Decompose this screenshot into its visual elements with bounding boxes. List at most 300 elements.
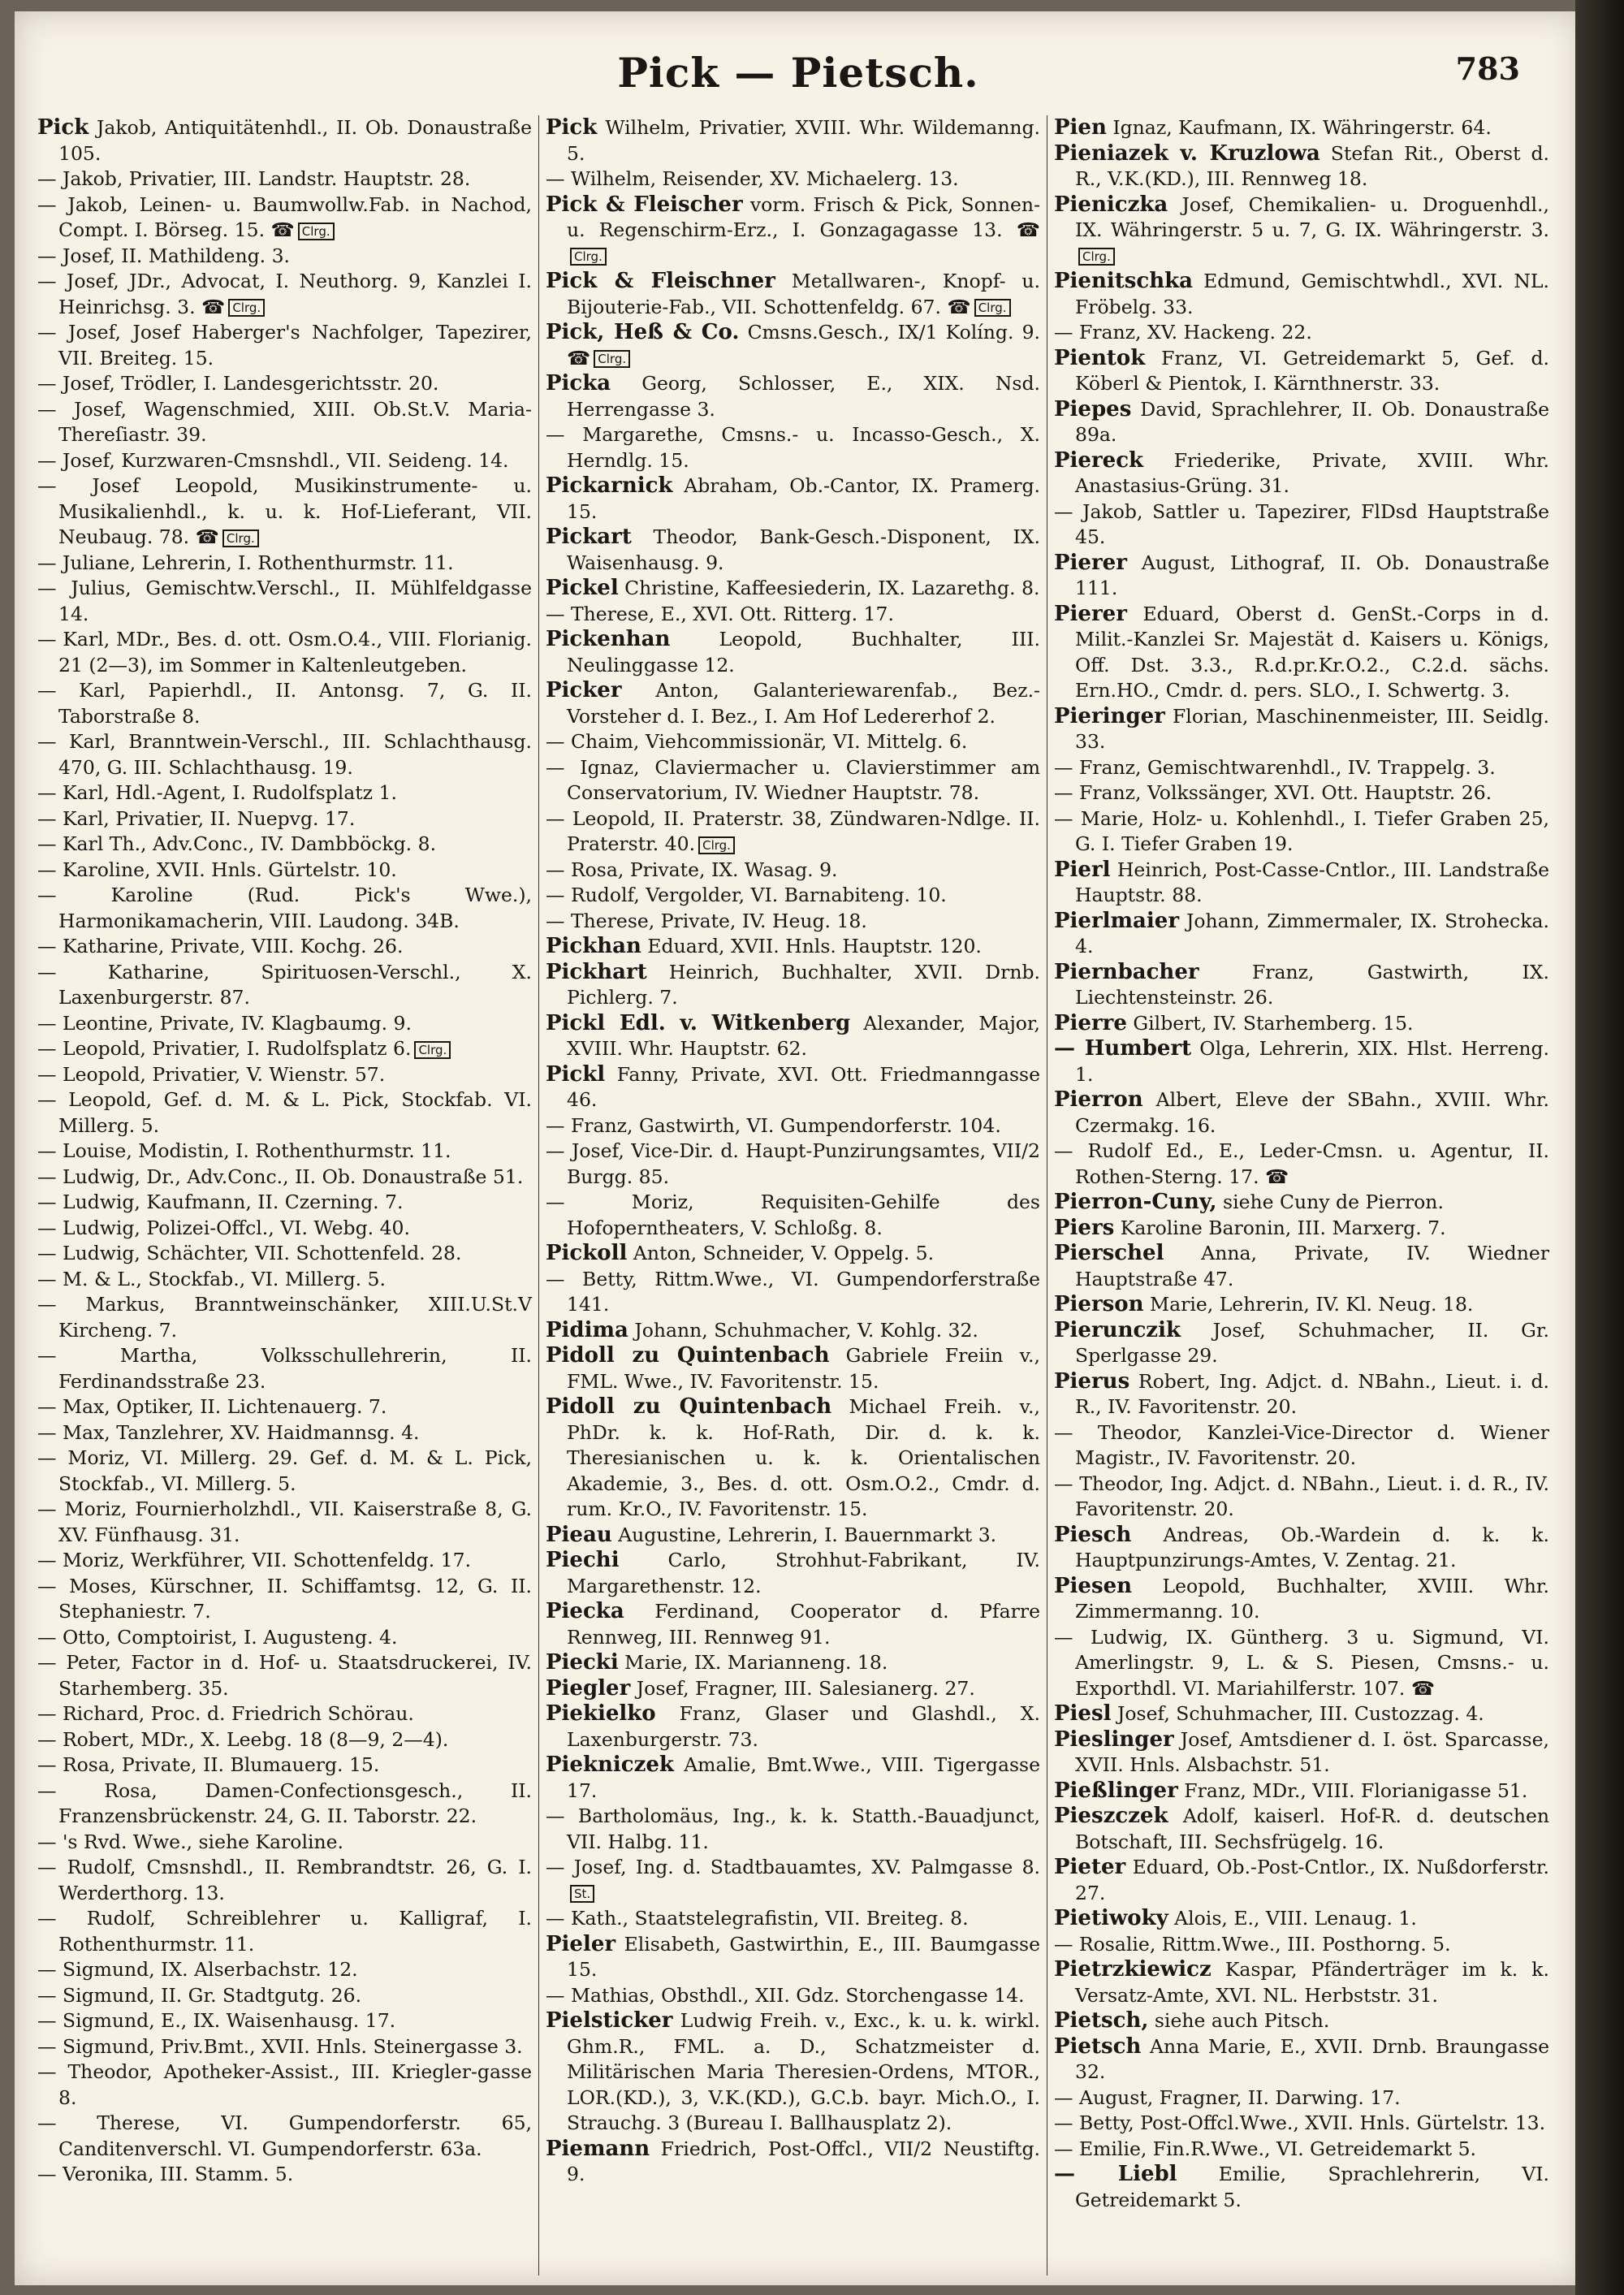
entry-surname: Piers <box>1054 1215 1115 1240</box>
entry-surname: Piechi <box>546 1548 620 1572</box>
entry-text: Heinrich, Buchhalter, XVII. Drnb. Pichlerg. 7. <box>567 960 1040 1009</box>
entry-surname: Pieter <box>1054 1855 1126 1879</box>
directory-entry <box>37 858 532 884</box>
column-left <box>37 115 539 2276</box>
directory-entry <box>546 934 1040 960</box>
entry-surname: — Humbert <box>1054 1036 1192 1061</box>
directory-entry <box>1054 960 1549 1011</box>
directory-entry <box>546 1548 1040 1599</box>
entry-surname: Pieniczka <box>1054 192 1168 217</box>
directory-entry <box>1054 1932 1549 1958</box>
entry-surname: Pidoll zu Quintenbach <box>546 1394 832 1419</box>
directory-entry <box>1054 1292 1549 1318</box>
entry-surname: Pick & Fleischner <box>546 269 775 293</box>
directory-entry <box>37 627 532 678</box>
entry-text: — Rosalie, Rittm.Wwe., III. Posthorng. 5. <box>1054 1932 1451 1956</box>
entry-text: — Leopold, Privatier, V. Wienstr. 57. <box>37 1062 386 1086</box>
entry-text: Josef, Chemikalien- u. Droguenhdl., IX. Währingerstr. 5 u. 7, G. IX. Währingerstr. 3. <box>1075 192 1549 241</box>
directory-entry <box>37 1241 532 1267</box>
entry-text: Eduard, XVII. Hnls. Hauptstr. 120. <box>641 935 982 957</box>
entry-text: Marie, Lehrerin, IV. Kl. Neug. 18. <box>1143 1293 1474 1316</box>
entry-surname: Pieslinger <box>1054 1727 1174 1752</box>
directory-entry <box>37 371 532 397</box>
entry-text: Metallwaren-, Knopf- u. Bijouterie-Fab., VII. Schottenfeldg. 67. ☎ <box>567 270 1040 318</box>
entry-surname: Piesl <box>1054 1701 1112 1726</box>
entry-text: — Karl, Privatier, II. Nuepvg. 17. <box>37 806 356 830</box>
entry-text: Theodor, Bank-Gesch.-Disponent, IX. Waisenhausg. 9. <box>567 525 1040 574</box>
entry-surname: Pick <box>37 115 89 140</box>
entry-text: — Rosa, Private, IX. Wasag. 9. <box>546 858 838 881</box>
entry-badge: Clrg. <box>974 299 1011 317</box>
directory-entry <box>37 166 532 192</box>
directory-entry <box>37 1343 532 1394</box>
entry-surname: Pieler <box>546 1931 616 1956</box>
entry-surname: Pieszczek <box>1054 1804 1168 1828</box>
entry-surname: Pickhart <box>546 959 647 984</box>
entry-text: Eduard, Ob.-Post-Cntlor., IX. Nußdorferstr. 27. <box>1075 1856 1549 1904</box>
directory-entry <box>546 115 1040 166</box>
entry-text: Edmund, Gemischtwhdl., XVI. NL. Fröbelg. 33. <box>1075 270 1549 318</box>
directory-entry <box>37 115 532 166</box>
entry-text: Adolf, kaiserl. Hof-R. d. deutschen Botschaft, III. Sechsfrügelg. 16. <box>1075 1804 1549 1853</box>
entry-text: — Leopold, II. Praterstr. 38, Zündwaren-Ndlge. II. Praterstr. 40. <box>546 806 1040 855</box>
entry-surname: Piecki <box>546 1650 619 1675</box>
directory-entry <box>546 1139 1040 1190</box>
directory-entry <box>1054 1625 1549 1702</box>
directory-entry <box>37 576 532 627</box>
entry-surname: Piecka <box>546 1599 624 1623</box>
entry-text: — Karoline (Rud. Pick's Wwe.), Harmonikamacherin, VIII. Laudong. 34B. <box>37 884 532 932</box>
entry-text: Friedrich, Post-Offcl., VII/2 Neustiftg. 9. <box>567 2137 1040 2185</box>
directory-entry <box>37 2059 532 2111</box>
entry-surname: Pidoll zu Quintenbach <box>546 1343 830 1368</box>
directory-entry <box>546 1394 1040 1523</box>
entry-text: — Richard, Proc. d. Friedrich Schörau. <box>37 1702 414 1725</box>
entry-text: — Franz, Gemischtwarenhdl., IV. Trappelg. 3. <box>1054 755 1496 779</box>
entry-text: — Ludwig, Polizei-Offcl., VI. Webg. 40. <box>37 1216 410 1239</box>
entry-text: Kaspar, Pfänderträger im k. k. Versatz-Amte, XVI. NL. Herbststr. 31. <box>1075 1958 1549 2007</box>
directory-entry <box>37 1727 532 1753</box>
entry-surname: Piereck <box>1054 447 1144 473</box>
page-edge <box>1575 0 1624 2295</box>
directory-entry <box>546 166 1040 192</box>
directory-entry <box>546 1523 1040 1549</box>
entry-text: — Josef, Vice-Dir. d. Haupt-Punzirungsamtes, VII/2 Burgg. 85. <box>546 1139 1040 1188</box>
entry-text: — Karl Th., Adv.Conc., IV. Dambböckg. 8. <box>37 832 437 855</box>
entry-badge: Clrg. <box>570 248 607 266</box>
entry-text: — Wilhelm, Reisender, XV. Michaelerg. 13. <box>546 167 959 190</box>
entry-text: Anna, Private, IV. Wiedner Hauptstraße 47. <box>1075 1242 1549 1290</box>
entry-text: — Theodor, Kanzlei-Vice-Director d. Wiener Magistr., IV. Favoritenstr. 20. <box>1054 1420 1549 1469</box>
entry-surname: Pießlinger <box>1054 1778 1178 1803</box>
entry-surname: Piesch <box>1054 1522 1132 1547</box>
directory-entry <box>1054 1216 1549 1242</box>
entry-text: — Josef Leopold, Musikinstrumente- u. Musikalienhdl., k. u. k. Hof-Lieferant, VII. Neubaug. 78. ☎ <box>37 474 532 548</box>
directory-entry <box>1054 499 1549 551</box>
entry-text: — Mathias, Obsthdl., XII. Gdz. Storchengasse 14. <box>546 1983 1025 2007</box>
directory-entry <box>1054 448 1549 499</box>
entry-text: — Josef, Ing. d. Stadtbauamtes, XV. Palmgasse 8. <box>546 1856 1040 1878</box>
entry-text: Stefan Rit., Oberst d. R., V.K.(KD.), III. Rennweg 18. <box>1075 141 1549 190</box>
entry-text: — Max, Tanzlehrer, XV. Haidmannsg. 4. <box>37 1420 420 1444</box>
directory-entry <box>546 1753 1040 1804</box>
directory-entry <box>1054 346 1549 397</box>
entry-text: Josef, Schuhmacher, II. Gr. Sperlgasse 29. <box>1075 1318 1549 1367</box>
entry-text: Anna Marie, E., XVII. Drnb. Braungasse 32. <box>1075 2034 1549 2083</box>
entry-text: — Louise, Modistin, I. Rothenthurmstr. 11. <box>37 1139 451 1162</box>
directory-entry <box>546 1932 1040 1983</box>
directory-page <box>15 11 1582 2285</box>
directory-entry <box>1054 2137 1549 2163</box>
directory-entry <box>1054 1420 1549 1472</box>
entry-surname: Pickhan <box>546 934 641 958</box>
entry-text: — Ludwig, Schächter, VII. Schottenfeld. 28. <box>37 1242 462 1264</box>
running-head: Pick — Pietsch. <box>617 49 979 97</box>
entry-text: — Rudolf, Vergolder, VI. Barnabiteng. 10. <box>546 884 947 906</box>
directory-entry <box>37 269 532 320</box>
directory-entry <box>1054 1957 1549 2008</box>
directory-entry <box>546 1983 1040 2009</box>
entry-text: Heinrich, Post-Casse-Cntlor., III. Landstraße Hauptstr. 88. <box>1075 858 1549 906</box>
entry-surname: Pidima <box>546 1317 628 1342</box>
entry-text: Wilhelm, Privatier, XVIII. Whr. Wildemanng. 5. <box>567 116 1040 165</box>
directory-entry <box>1054 115 1549 141</box>
entry-surname: Pickoll <box>546 1241 628 1265</box>
entry-text: Albert, Eleve der SBahn., XVIII. Whr. Czermakg. 16. <box>1075 1088 1549 1137</box>
entry-text: — Moriz, Werkführer, VII. Schottenfeldg. 17. <box>37 1549 472 1571</box>
entry-text: Johann, Zimmermaler, IX. Strohecka. 4. <box>1075 909 1549 957</box>
entry-badge: Clrg. <box>698 836 735 854</box>
directory-entry <box>546 192 1040 270</box>
entry-text: Leopold, Buchhalter, III. Neulinggasse 12. <box>567 628 1040 676</box>
entry-surname: Pielsticker <box>546 2008 673 2033</box>
entry-text: Ignaz, Kaufmann, IX. Währingerstr. 64. <box>1106 116 1492 139</box>
directory-entry <box>37 1087 532 1139</box>
directory-entry <box>37 729 532 780</box>
directory-entry <box>37 883 532 934</box>
entry-text: Anton, Galanteriewarenfab., Bez.-Vorsteher d. I. Bez., I. Am Hof Ledererhof 2. <box>567 679 1040 728</box>
directory-entry <box>546 473 1040 525</box>
entry-text: David, Sprachlehrer, II. Ob. Donaustraße 89a. <box>1075 397 1549 446</box>
directory-entry <box>1054 551 1549 602</box>
entry-text: — Katharine, Private, VIII. Kochg. 26. <box>37 935 404 957</box>
directory-entry <box>546 755 1040 806</box>
directory-entry <box>37 2162 532 2188</box>
entry-text: — Betty, Post-Offcl.Wwe., XVII. Hnls. Gürtelstr. 13. <box>1054 2111 1546 2134</box>
entry-surname: Pierschel <box>1054 1241 1164 1265</box>
entry-text: Friederike, Private, XVIII. Whr. Anastasius-Grüng. 31. <box>1075 448 1549 497</box>
entry-surname: Pierlmaier <box>1054 908 1180 933</box>
directory-entry <box>37 192 532 244</box>
entry-text: Christine, Kaffeesiederin, IX. Lazarethg. 8. <box>618 577 1040 599</box>
directory-entry <box>1054 2034 1549 2085</box>
entry-surname: Pietiwoky <box>1054 1906 1168 1930</box>
entry-surname: Pickl Edl. v. Witkenberg <box>546 1010 851 1035</box>
entry-text: Olga, Lehrerin, XIX. Hlst. Herreng. 1. <box>1075 1037 1549 1086</box>
directory-entry <box>37 1190 532 1216</box>
entry-text: — Julius, Gemischtw.Verschl., II. Mühlfeldgasse 14. <box>37 577 532 625</box>
entry-text: Franz, MDr., VIII. Florianigasse 51. <box>1177 1779 1528 1802</box>
entry-badge: St. <box>570 1885 594 1903</box>
entry-surname: Pierunczik <box>1054 1317 1181 1342</box>
directory-entry <box>546 1190 1040 1241</box>
entry-text: Jakob, Antiquitätenhdl., II. Ob. Donaustraße 105. <box>58 116 532 165</box>
entry-surname: Piegler <box>546 1675 631 1701</box>
directory-entry <box>546 1318 1040 1344</box>
entry-text: — Sigmund, IX. Alserbachstr. 12. <box>37 1958 358 1981</box>
entry-text: — Rudolf, Schreiblehrer u. Kalligraf, I. Rothenthurmstr. 11. <box>37 1907 532 1956</box>
entry-text: — Karl, Branntwein-Verschl., III. Schlachthausg. 470, G. III. Schlachthausg. 19. <box>37 730 532 779</box>
entry-surname: Pierron-Cuny, <box>1054 1190 1217 1214</box>
directory-entry <box>546 1011 1040 1062</box>
entry-surname: Piepes <box>1054 396 1132 421</box>
entry-badge: Clrg. <box>594 350 630 368</box>
entry-text: — Josef, Josef Haberger's Nachfolger, Tapezirer, VII. Breiteg. 15. <box>37 321 532 370</box>
entry-text: — Theodor, Ing. Adjct. d. NBahn., Lieut. i. d. R., IV. Favoritenstr. 20. <box>1054 1472 1549 1520</box>
entry-text: — Rosa, Private, II. Blumauerg. 15. <box>37 1753 380 1776</box>
entry-text: — Peter, Factor in d. Hof- u. Staatsdruckerei, IV. Starhemberg. 35. <box>37 1651 532 1700</box>
entry-text: Franz, Gastwirth, IX. Liechtensteinstr. 26. <box>1075 960 1549 1009</box>
entry-text: — Chaim, Viehcommissionär, VI. Mittelg. 6. <box>546 730 968 753</box>
directory-entry <box>1054 602 1549 704</box>
entry-text: — Ignaz, Claviermacher u. Clavierstimmer am Conservatorium, IV. Wiedner Hauptstr. 78. <box>546 755 1040 804</box>
directory-entry <box>546 1599 1040 1650</box>
directory-entry <box>1054 2162 1549 2213</box>
entry-text: siehe Cuny de Pierron. <box>1216 1191 1444 1213</box>
entry-text: Alexander, Major, XVIII. Whr. Hauptstr. 62. <box>567 1011 1040 1060</box>
directory-entry <box>37 934 532 960</box>
directory-entry <box>37 1574 532 1625</box>
entry-text: Karoline Baronin, III. Marxerg. 7. <box>1114 1216 1446 1239</box>
entry-surname: Piekielko <box>546 1701 656 1726</box>
directory-entry <box>37 780 532 806</box>
entry-text: — Veronika, III. Stamm. 5. <box>37 2163 294 2185</box>
entry-text: — Moriz, Requisiten-Gehilfe des Hofoperntheaters, V. Schloßg. 8. <box>546 1191 1040 1239</box>
directory-entry <box>37 1779 532 1830</box>
entry-surname: Pientok <box>1054 345 1146 370</box>
entry-surname: Pierron <box>1054 1087 1143 1112</box>
directory-entry <box>1054 806 1549 858</box>
directory-entry <box>546 960 1040 1011</box>
directory-entry <box>1054 1701 1549 1727</box>
entry-text: Anton, Schneider, V. Oppelg. 5. <box>627 1242 935 1264</box>
entry-text: — Emilie, Fin.R.Wwe., VI. Getreidemarkt 5. <box>1054 2137 1477 2160</box>
page-header <box>15 44 1582 109</box>
directory-entry <box>37 678 532 729</box>
directory-entry <box>37 1957 532 1983</box>
entry-text: Ludwig Freih. v., Exc., k. u. k. wirkl. Ghm.R., FML. a. D., Schatzmeister d. Militärischen Maria Theresien-Ordens, MTOR., LOR.(KD.), 3, V.K.(KD.), G.C.b. bayr. Mich.O., I. Strauchg. 3 (Bureau I. Ballhausplatz 2). <box>567 2009 1040 2134</box>
directory-entry <box>37 551 532 577</box>
entry-text: — Otto, Comptoirist, I. Augusteng. 4. <box>37 1625 398 1649</box>
entry-surname: Pickart <box>546 525 632 549</box>
entry-text: — 's Rvd. Wwe., siehe Karoline. <box>37 1830 343 1853</box>
entry-surname: Pickenhan <box>546 627 671 651</box>
directory-entry <box>1054 909 1549 960</box>
directory-entry <box>1054 1139 1549 1190</box>
entry-text: — Robert, MDr., X. Leebg. 18 (8—9, 2—4). <box>37 1727 449 1751</box>
directory-entry <box>1054 1369 1549 1420</box>
directory-entry <box>37 1548 532 1574</box>
directory-entry <box>1054 1318 1549 1369</box>
directory-entry <box>546 858 1040 884</box>
entry-text: — Betty, Rittm.Wwe., VI. Gumpendorferstraße 141. <box>546 1267 1040 1316</box>
directory-entry <box>546 2137 1040 2188</box>
entry-text: — Leopold, Privatier, I. Rudolfsplatz 6. <box>37 1037 412 1060</box>
directory-entry <box>546 729 1040 755</box>
directory-entry <box>546 1343 1040 1394</box>
entry-text: — Moriz, VI. Millerg. 29. Gef. d. M. & L. Pick, Stockfab., VI. Millerg. 5. <box>37 1446 532 1495</box>
entry-text: — August, Fragner, II. Darwing. 17. <box>1054 2085 1401 2109</box>
directory-entry <box>1054 1523 1549 1574</box>
entry-text: — Moriz, Fournierholzhdl., VII. Kaiserstraße 8, G. XV. Fünfhausg. 31. <box>37 1498 532 1546</box>
directory-entry <box>1054 320 1549 346</box>
directory-entry <box>1054 1011 1549 1037</box>
directory-entry <box>37 1165 532 1191</box>
entry-surname: Pieringer <box>1054 703 1165 728</box>
entry-text: Andreas, Ob.-Wardein d. k. k. Hauptpunzirungs-Amtes, V. Zentag. 21. <box>1075 1523 1549 1571</box>
directory-entry <box>37 1139 532 1165</box>
directory-entry <box>1054 1804 1549 1855</box>
entry-text: Leopold, Buchhalter, XVIII. Whr. Zimmermanng. 10. <box>1075 1574 1549 1623</box>
entry-text: Amalie, Bmt.Wwe., VIII. Tigergasse 17. <box>567 1753 1040 1802</box>
directory-entry <box>1054 1241 1549 1292</box>
entry-surname: Pick <box>546 115 598 140</box>
directory-entry <box>546 678 1040 729</box>
entry-text: — Martha, Volksschullehrerin, II. Ferdinandsstraße 23. <box>37 1344 532 1393</box>
entry-surname: Pierer <box>1054 601 1127 626</box>
directory-entry <box>546 1804 1040 1855</box>
entry-text: — Leontine, Private, IV. Klagbaumg. 9. <box>37 1011 412 1035</box>
entry-badge: Clrg. <box>298 223 335 240</box>
entry-badge: Clrg. <box>414 1041 451 1059</box>
entry-surname: Pietsch, <box>1054 2008 1149 2033</box>
directory-entry <box>546 1855 1040 1906</box>
entry-text: — Ludwig, Kaufmann, II. Czerning. 7. <box>37 1191 404 1213</box>
entry-surname: Pieau <box>546 1522 612 1547</box>
entry-text: Elisabeth, Gastwirthin, E., III. Baumgasse 15. <box>567 1932 1040 1981</box>
entry-text: — Katharine, Spirituosen-Verschl., X. Laxenburgerstr. 87. <box>37 960 532 1009</box>
entry-text: — Moses, Kürschner, II. Schiffamtsg. 12, G. II. Stephaniestr. 7. <box>37 1574 532 1623</box>
entry-text: Eduard, Oberst d. GenSt.-Corps in d. Milit.-Kanzlei Sr. Majestät d. Kaisers u. Königs, Off. Dst. 3.3., R.d.pr.Kr.O.2., C.2.d. sächs. Ern.HO., Cmdr. d. pers. SLO., I. Schwertg. 3. <box>1075 602 1549 702</box>
entry-text: — Sigmund, II. Gr. Stadtgutg. 26. <box>37 1983 362 2007</box>
directory-entry <box>1054 858 1549 909</box>
entry-text: — Juliane, Lehrerin, I. Rothenthurmstr. 11. <box>37 551 454 574</box>
entry-text: Gabriele Freiin v., FML. Wwe., IV. Favoritenstr. 15. <box>567 1344 1040 1393</box>
directory-entry <box>1054 1036 1549 1087</box>
entry-surname: Pien <box>1054 115 1107 140</box>
entry-surname: Pieniazek v. Kruzlowa <box>1054 140 1320 166</box>
entry-text: Alois, E., VIII. Lenaug. 1. <box>1168 1907 1417 1930</box>
entry-surname: Pickl <box>546 1061 606 1087</box>
directory-entry <box>546 1113 1040 1139</box>
entry-text: Johann, Schuhmacher, V. Kohlg. 32. <box>628 1318 978 1342</box>
entry-text: — Therese, Private, IV. Heug. 18. <box>546 909 867 932</box>
directory-entry <box>546 1906 1040 1932</box>
entry-badge: Clrg. <box>1078 248 1115 266</box>
entry-text: Fanny, Private, XVI. Ott. Friedmanngasse 46. <box>567 1062 1040 1111</box>
directory-entry <box>546 1676 1040 1702</box>
entry-text: — Josef, Kurzwaren-Cmsnshdl., VII. Seideng. 14. <box>37 448 509 472</box>
directory-entry <box>37 2034 532 2060</box>
entry-text: Ferdinand, Cooperator d. Pfarre Rennweg, III. Rennweg 91. <box>567 1600 1040 1649</box>
directory-entry <box>546 525 1040 576</box>
directory-entry <box>37 1855 532 1906</box>
directory-entry <box>1054 2085 1549 2111</box>
directory-entry <box>37 320 532 371</box>
directory-entry <box>1054 1906 1549 1932</box>
directory-entry <box>37 1650 532 1701</box>
entry-text: Franz, VI. Getreidemarkt 5, Gef. d. Köberl & Pientok, I. Kärnthnerstr. 33. <box>1075 346 1549 395</box>
directory-entry <box>546 1267 1040 1318</box>
entry-surname: Piemann <box>546 2136 650 2161</box>
entry-text: — Sigmund, E., IX. Waisenhausg. 17. <box>37 2009 396 2032</box>
directory-entry <box>546 1241 1040 1267</box>
entry-surname: Picka <box>546 371 611 395</box>
entry-surname: Pickarnick <box>546 473 673 498</box>
entry-text: — Rosa, Damen-Confectionsgesch., II. Franzensbrückenstr. 24, G. II. Taborstr. 22. <box>37 1779 532 1827</box>
directory-entry <box>37 1753 532 1779</box>
entry-text: — Franz, Volkssänger, XVI. Ott. Hauptstr. 26. <box>1054 781 1492 804</box>
directory-entry <box>37 473 532 551</box>
entry-text: August, Lithograf, II. Ob. Donaustraße 111. <box>1075 551 1549 599</box>
entry-text: Emilie, Sprachlehrerin, VI. Getreidemarkt 5. <box>1075 2163 1549 2211</box>
entry-text: — Ludwig, Dr., Adv.Conc., II. Ob. Donaustraße 51. <box>37 1165 524 1188</box>
entry-text: siehe auch Pitsch. <box>1148 2009 1330 2032</box>
directory-entry <box>37 1420 532 1446</box>
directory-entry <box>37 1497 532 1548</box>
entry-text: — Ludwig, IX. Güntherg. 3 u. Sigmund, VI. Amerlingstr. 9, L. & S. Piesen, Cmsns.- u. Exporthdl. VI. Mariahilferstr. 107. ☎ <box>1054 1625 1549 1700</box>
entry-surname: Pierre <box>1054 1010 1127 1035</box>
directory-entry <box>37 1701 532 1727</box>
entry-text: — Kath., Staatstelegrafistin, VII. Breiteg. 8. <box>546 1907 969 1930</box>
entry-text: — Jakob, Privatier, III. Landstr. Hauptstr. 28. <box>37 167 471 190</box>
directory-entry <box>37 1446 532 1497</box>
directory-entry <box>1054 141 1549 192</box>
column-right <box>1054 115 1556 2276</box>
entry-text: — Therese, VI. Gumpendorferstr. 65, Canditenverschl. VI. Gumpendorferstr. 63a. <box>37 2111 532 2160</box>
entry-surname: Pierson <box>1054 1292 1144 1316</box>
page-number: 783 <box>1455 50 1520 87</box>
entry-text: Augustine, Lehrerin, I. Bauernmarkt 3. <box>611 1523 997 1546</box>
entry-text: Josef, Schuhmacher, III. Custozzag. 4. <box>1111 1702 1484 1725</box>
entry-text: — Karl, Papierhdl., II. Antonsg. 7, G. II. Taborstraße 8. <box>37 679 532 728</box>
entry-text: — Franz, XV. Hackeng. 22. <box>1054 321 1312 344</box>
entry-text: Florian, Maschinenmeister, III. Seidlg. 33. <box>1075 704 1549 753</box>
entry-text: Josef, Amtsdiener d. I. öst. Sparcasse, XVII. Hnls. Alsbachstr. 51. <box>1075 1727 1549 1776</box>
directory-entry <box>37 832 532 858</box>
directory-entry <box>37 2008 532 2034</box>
entry-text: Georg, Schlosser, E., XIX. Nsd. Herrengasse 3. <box>567 372 1040 421</box>
entry-text: — Max, Optiker, II. Lichtenauerg. 7. <box>37 1395 387 1418</box>
entry-text: Franz, Glaser und Glashdl., X. Laxenburgerstr. 73. <box>567 1702 1040 1751</box>
directory-entry <box>1054 1574 1549 1625</box>
entry-text: — Josef, JDr., Advocat, I. Neuthorg. 9, Kanzlei I. Heinrichsg. 3. ☎ <box>37 270 532 318</box>
entry-surname: Pienitschka <box>1054 269 1193 293</box>
entry-text: — Karl, MDr., Bes. d. ott. Osm.O.4., VIII. Florianig. 21 (2—3), im Sommer in Kaltenleutgeben. <box>37 628 532 676</box>
directory-entry <box>546 422 1040 473</box>
directory-entry <box>37 1036 532 1062</box>
entry-text: — Sigmund, Priv.Bmt., XVII. Hnls. Steinergasse 3. <box>37 2034 523 2058</box>
directory-entry <box>546 1650 1040 1676</box>
directory-entry <box>546 602 1040 628</box>
directory-entry <box>37 1011 532 1037</box>
entry-text: Michael Freih. v., PhDr. k. k. Hof-Rath, Dir. d. k. k. Theresianischen u. k. k. Orientalischen Akademie, 3., Bes. d. ott. Osm.O.2., Cmdr. d. rum. Kr.O., IV. Favoritenstr. 15. <box>567 1395 1040 1520</box>
directory-entry <box>546 1062 1040 1113</box>
directory-entry <box>546 269 1040 320</box>
entry-surname: Pickel <box>546 576 619 600</box>
directory-entry <box>1054 1727 1549 1779</box>
directory-entry <box>37 1394 532 1420</box>
